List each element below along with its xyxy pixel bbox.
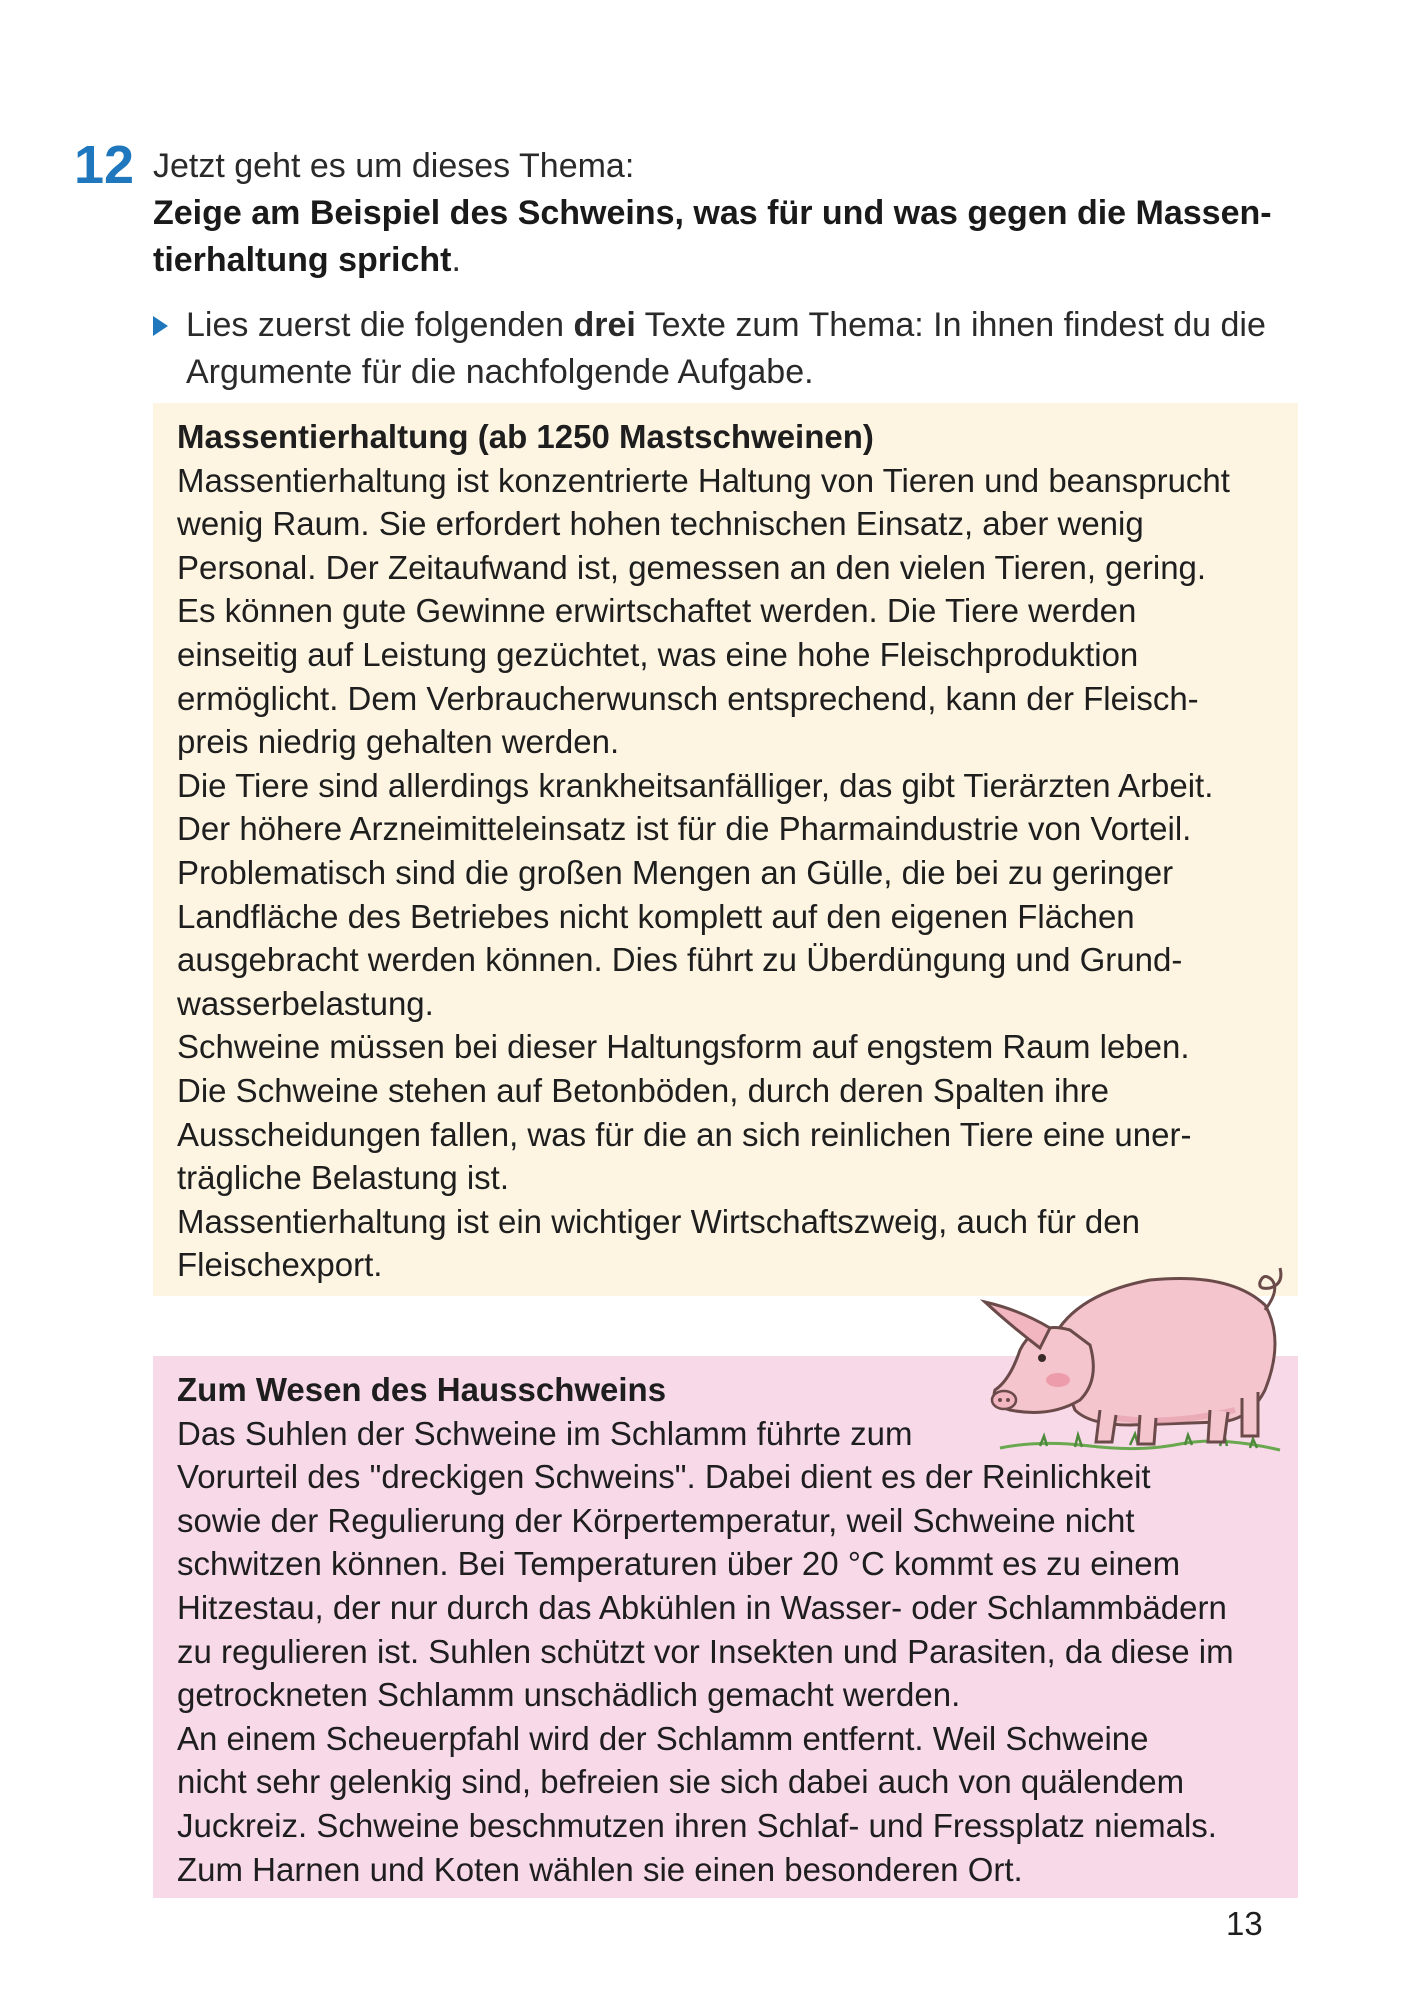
box-line: Die Schweine stehen auf Betonböden, durch deren Spalten ihre [177, 1071, 1109, 1109]
box-line: Landfläche des Betriebes nicht komplett auf den eigenen Flächen [177, 897, 1135, 935]
box-line: ausgebracht werden können. Dies führt zu Überdüngung und Grund- [177, 941, 1183, 979]
box-line: schwitzen können. Bei Temperaturen über 20 °C kommt es zu einem [177, 1545, 1181, 1583]
instruction-line-2: Argumente für die nachfolgende Aufgabe. [186, 353, 814, 391]
box-line: Massentierhaltung ist konzentrierte Haltung von Tieren und beansprucht [177, 461, 1230, 499]
box-line: wasserbelastung. [177, 984, 434, 1022]
task-statement-line-2 [153, 237, 1293, 284]
box-line: Die Tiere sind allerdings krankheitsanfälliger, das gibt Tierärzten Arbeit. [177, 766, 1214, 804]
instruction [153, 302, 1303, 396]
box-line: Der höhere Arzneimitteleinsatz ist für die Pharmaindustrie von Vorteil. [177, 810, 1192, 848]
box-line: An einem Scheuerpfahl wird der Schlamm entfernt. Weil Schweine [177, 1719, 1149, 1757]
box-line: zu regulieren ist. Suhlen schützt vor Insekten und Parasiten, da diese im [177, 1632, 1234, 1670]
instruction-after: Texte zum Thema: In ihnen findest du die [635, 306, 1266, 344]
task-statement-line-1: Zeige am Beispiel des Schweins, was für und was gegen die Massen- [153, 194, 1272, 232]
box-line: Juckreiz. Schweine beschmutzen ihren Schlaf- und Fressplatz niemals. [177, 1806, 1217, 1844]
task-number: 12 [74, 135, 135, 195]
box-line: Problematisch sind die großen Mengen an Gülle, die bei zu geringer [177, 853, 1174, 891]
box-line: trägliche Belastung ist. [177, 1159, 510, 1197]
box-line: Zum Harnen und Koten wählen sie einen besonderen Ort. [177, 1850, 1023, 1888]
instruction-before: Lies zuerst die folgenden [186, 306, 574, 344]
page-number: 13 [1226, 1905, 1263, 1942]
box-line: einseitig auf Leistung gezüchtet, was eine hohe Fleischproduktion [177, 635, 1139, 673]
box-line: sowie der Regulierung der Körpertemperatur, weil Schweine nicht [177, 1501, 1135, 1539]
instruction-bold: drei [573, 306, 636, 344]
task-statement-bold: tierhaltung spricht [153, 241, 452, 279]
box-title: Massentierhaltung (ab 1250 Mastschweinen) [177, 418, 874, 455]
box-line: wenig Raum. Sie erfordert hohen technischen Einsatz, aber wenig [177, 505, 1144, 543]
triangle-bullet-icon [153, 316, 168, 336]
box-line: nicht sehr gelenkig sind, befreien sie sich dabei auch von quälendem [177, 1763, 1185, 1801]
task-intro-line: Jetzt geht es um dieses Thema: [153, 147, 635, 185]
box-line: Fleischexport. [177, 1246, 383, 1284]
text-box-massentierhaltung [153, 403, 1298, 1296]
box-line: preis niedrig gehalten werden. [177, 723, 620, 761]
box-line: ermöglicht. Dem Verbraucherwunsch entsprechend, kann der Fleisch- [177, 679, 1199, 717]
box-line: Ausscheidungen fallen, was für die an sich reinlichen Tiere eine uner- [177, 1115, 1192, 1153]
box-line: getrockneten Schlamm unschädlich gemacht werden. [177, 1676, 961, 1714]
task-statement-end: . [451, 241, 461, 279]
box-line: Es können gute Gewinne erwirtschaftet werden. Die Tiere werden [177, 592, 1137, 630]
box-line: Massentierhaltung ist ein wichtiger Wirtschaftszweig, auch für den [177, 1202, 1140, 1240]
box-line: Das Suhlen der Schweine im Schlamm führte zum [177, 1414, 913, 1452]
box-line: Vorurteil des "dreckigen Schweins". Dabei dient es der Reinlichkeit [177, 1458, 1151, 1496]
box-title: Zum Wesen des Hausschweins [177, 1371, 667, 1408]
box-line: Personal. Der Zeitaufwand ist, gemessen an den vielen Tieren, gering. [177, 548, 1207, 586]
pig-icon [980, 1250, 1290, 1460]
box-line: Schweine müssen bei dieser Haltungsform auf engstem Raum leben. [177, 1028, 1190, 1066]
instruction-line-1 [153, 302, 1303, 349]
box-line: Hitzestau, der nur durch das Abkühlen in Wasser- oder Schlammbädern [177, 1588, 1227, 1626]
task-intro [153, 143, 1293, 284]
